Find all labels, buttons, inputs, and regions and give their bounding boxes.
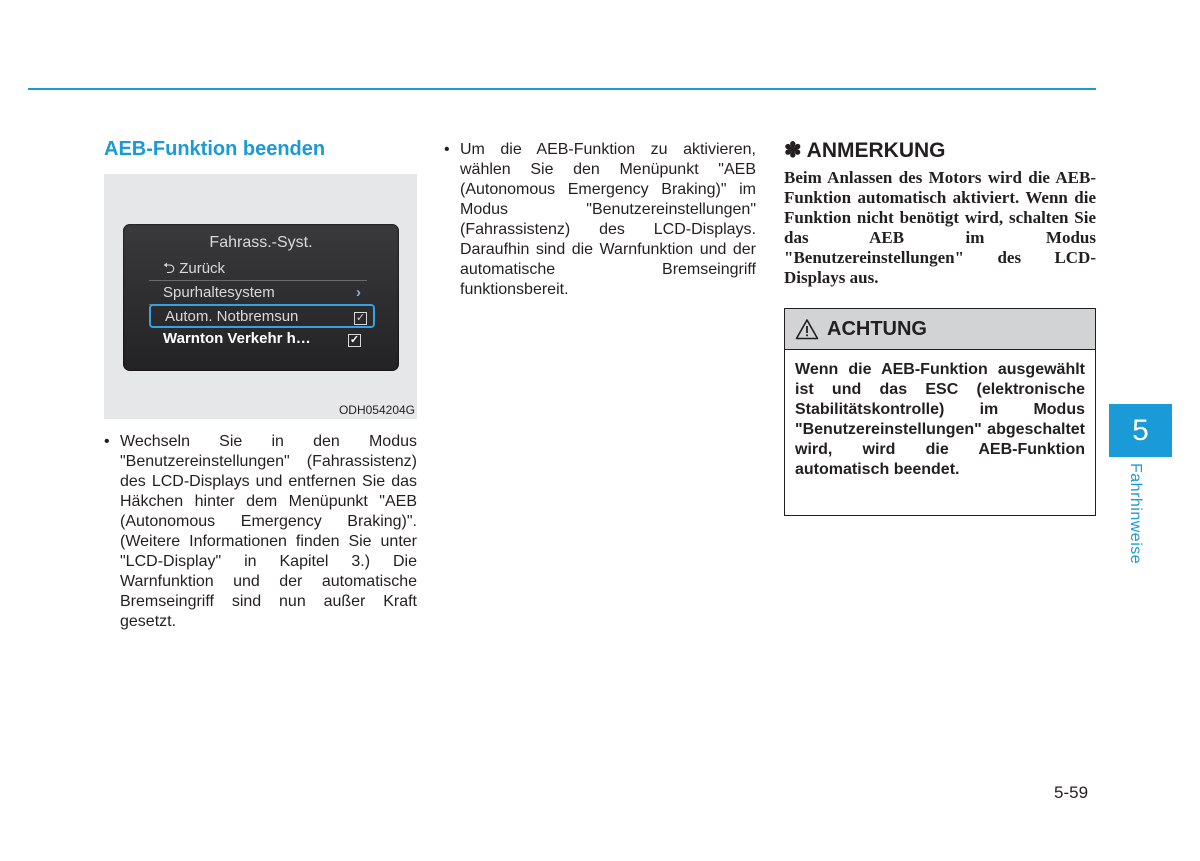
bullet-icon: • (104, 433, 110, 450)
bullet-item (444, 140, 756, 300)
chevron-right-icon: › (356, 284, 361, 301)
lcd-row-spurhaltesystem (149, 282, 367, 305)
lcd-back-row (149, 258, 367, 281)
lcd-display (123, 224, 399, 371)
lcd-title: Fahrass.-Syst. (209, 234, 313, 251)
bullet-text: Wechseln Sie in den Modus "Benutzereinstellungen" (Fahrassistenz) des LCD-Displays und entfernen Sie das Häkchen hinter dem Menüpunkt "AEB (Autonomous Emergency Braking)". (Weitere Informationen finden Sie unter "LCD-Display" in Kapitel 3.) Die Warnfunktion und der automatische Bremseingriff sind nun außer Kraft gesetzt. (120, 433, 417, 630)
left-column-text (104, 432, 417, 632)
lcd-row-warnton (149, 328, 367, 351)
bullet-text: Um die AEB-Funktion zu aktivieren, wählen Sie den Menüpunkt "AEB (Autonomous Emergency Braking)" im Modus "Benutzereinstellungen" (Fahrassistenz) des LCD-Displays. Daraufhin sind die Warnfunktion und der automatische Bremseingriff funktionsbereit. (460, 141, 756, 298)
caution-box (784, 308, 1096, 516)
chapter-label: Fahrhinweise (1127, 463, 1144, 565)
page-number: 5-59 (1054, 783, 1089, 802)
lcd-row-label: Warnton Verkehr h… (163, 330, 311, 347)
lcd-back-label: Zurück (179, 260, 226, 277)
figure-code: ODH054204G (338, 403, 415, 417)
bullet-item (104, 432, 417, 632)
note-body: Beim Anlassen des Motors wird die AEB-Funktion automatisch aktiviert. Wenn die Funktion nicht benötigt wird, schalten Sie das AEB im Modus "Benutzereinstellungen" des LCD-Displays aus. (784, 168, 1096, 287)
warning-triangle-icon (795, 318, 819, 340)
lcd-row-label: Spurhaltesystem (163, 284, 275, 301)
lcd-row-autom-notbremsung (149, 304, 375, 328)
note-title: ✽ ANMERKUNG (784, 139, 946, 162)
back-arrow-icon: ⮌ (163, 260, 180, 277)
middle-column-text (444, 140, 756, 300)
caution-header (785, 309, 1095, 350)
checkbox-checked-icon: ✓ (355, 312, 366, 324)
chapter-tab: 5 (1109, 404, 1172, 457)
checkbox-checked-icon: ✓ (349, 334, 360, 346)
bullet-icon: • (444, 141, 450, 158)
caution-title: ACHTUNG (827, 317, 927, 340)
section-title: AEB-Funktion beenden (104, 138, 326, 160)
caution-body: Wenn die AEB-Funktion ausgewählt ist und das ESC (elektronische Stabilitätskontrolle) im Modus "Benutzereinstellungen" abgeschaltet wird, wird die AEB-Funktion automatisch beendet. (795, 361, 1085, 478)
lcd-row-label: Autom. Notbremsun (165, 308, 299, 325)
header-rule (28, 88, 1096, 90)
lcd-figure (104, 174, 417, 419)
